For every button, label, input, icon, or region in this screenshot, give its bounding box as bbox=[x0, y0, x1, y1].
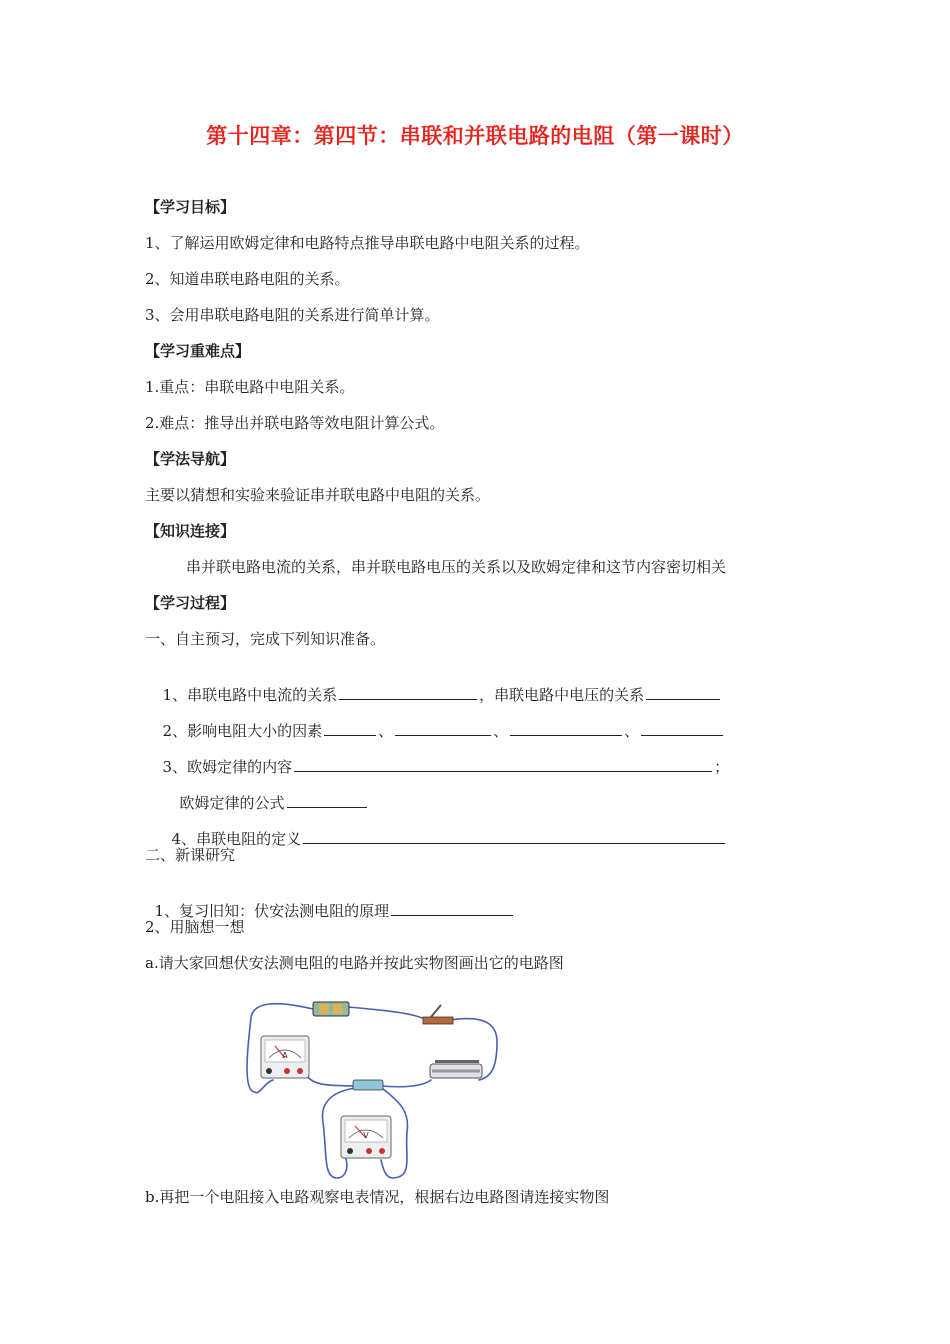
question-3-text: 3、欧姆定律的内容 bbox=[162, 758, 293, 776]
goal-3: 3、会用串联电路电阻的关系进行简单计算。 bbox=[145, 306, 440, 324]
question-2-text: 2、影响电阻大小的因素 bbox=[162, 722, 323, 740]
separator: 、 bbox=[493, 722, 509, 740]
question-3-formula bbox=[170, 773, 369, 813]
method-text: 主要以猜想和实验来验证串并联电路中电阻的关系。 bbox=[145, 486, 491, 504]
answer-blank[interactable] bbox=[324, 721, 376, 736]
answer-blank[interactable] bbox=[287, 793, 367, 808]
answer-blank[interactable] bbox=[510, 721, 622, 736]
knowledge-link-text: 串并联电路电流的关系，串并联电路电压的关系以及欧姆定律和这节内容密切相关 bbox=[186, 558, 727, 576]
question-4-text: 4、串联电阻的定义 bbox=[171, 830, 302, 848]
question-1-part-b: ，串联电路中电压的关系 bbox=[479, 686, 645, 704]
question-1-part-a: 1、串联电路中电流的关系 bbox=[162, 686, 338, 704]
resistor bbox=[353, 1080, 383, 1090]
rheostat bbox=[430, 1060, 482, 1078]
heading-key-points: 【学习重难点】 bbox=[145, 342, 251, 360]
task-a: a.请大家回想伏安法测电阻的电路并按此实物图画出它的电路图 bbox=[145, 954, 564, 972]
heading-knowledge-link: 【知识连接】 bbox=[145, 522, 236, 540]
heading-method: 【学法导航】 bbox=[145, 450, 236, 468]
key-point-1: 1.重点：串联电路中电阻关系。 bbox=[145, 378, 355, 396]
preview-heading: 一、自主预习，完成下列知识准备。 bbox=[145, 630, 386, 648]
review-item-text: 1、复习旧知：伏安法测电阻的原理 bbox=[154, 902, 390, 920]
goal-2: 2、知道串联电路电阻的关系。 bbox=[145, 270, 350, 288]
answer-blank[interactable] bbox=[391, 901, 513, 916]
answer-blank[interactable] bbox=[339, 685, 477, 700]
task-b: b.再把一个电阻接入电路观察电表情况，根据右边电路图请连接实物图 bbox=[145, 1188, 610, 1206]
voltmeter bbox=[341, 1116, 391, 1158]
question-4 bbox=[162, 809, 727, 849]
key-point-2: 2.难点：推导出并联电路等效电阻计算公式。 bbox=[145, 414, 445, 432]
switch bbox=[423, 1005, 453, 1024]
answer-blank[interactable] bbox=[395, 721, 491, 736]
separator: 、 bbox=[378, 722, 394, 740]
question-3-formula-text: 欧姆定律的公式 bbox=[179, 794, 285, 812]
separator: 、 bbox=[624, 722, 640, 740]
review-item bbox=[145, 881, 515, 921]
answer-blank[interactable] bbox=[294, 757, 712, 772]
answer-blank[interactable] bbox=[646, 685, 720, 700]
goal-1: 1、了解运用欧姆定律和电路特点推导串联电路中电阻关系的过程。 bbox=[145, 234, 590, 252]
page-title: 第十四章：第四节：串联和并联电路的电阻（第一课时） bbox=[206, 124, 744, 148]
heading-process: 【学习过程】 bbox=[145, 594, 236, 612]
ammeter-label: A bbox=[282, 1051, 288, 1060]
voltmeter-label: V bbox=[363, 1131, 369, 1140]
ammeter bbox=[261, 1036, 309, 1078]
question-2 bbox=[153, 701, 725, 741]
heading-goals: 【学习目标】 bbox=[145, 198, 236, 216]
answer-blank[interactable] bbox=[641, 721, 723, 736]
circuit-diagram bbox=[235, 992, 510, 1184]
answer-blank[interactable] bbox=[303, 829, 725, 844]
new-lesson-heading: 二、新课研究 bbox=[145, 846, 236, 864]
question-1 bbox=[153, 665, 722, 705]
battery-pack bbox=[313, 1002, 349, 1016]
think-item: 2、用脑想一想 bbox=[145, 918, 245, 936]
semicolon: ； bbox=[714, 758, 730, 776]
question-3 bbox=[153, 737, 729, 777]
